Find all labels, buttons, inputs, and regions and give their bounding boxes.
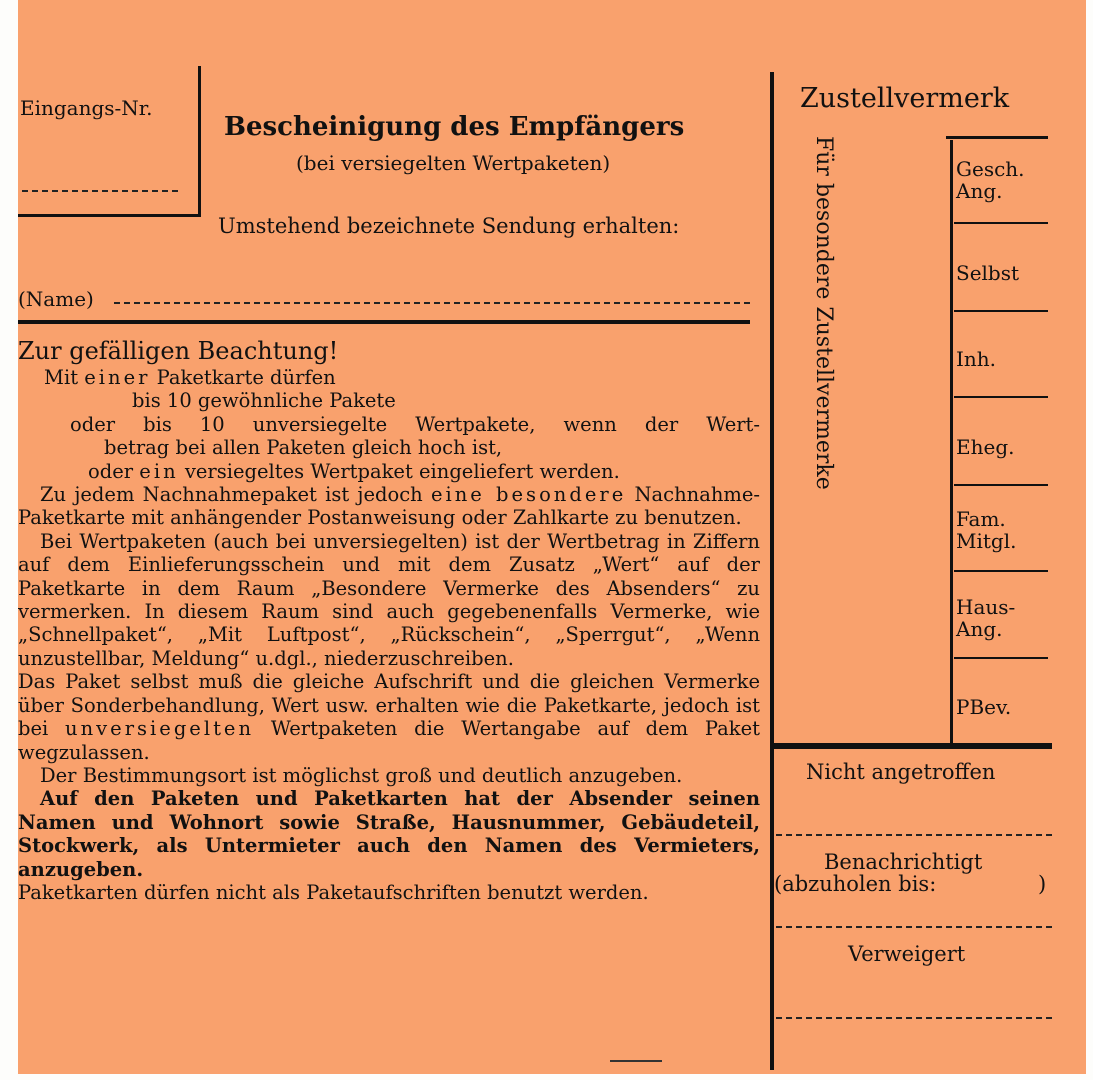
cell-divider — [954, 484, 1048, 486]
cell-inh: Inh. — [956, 347, 997, 371]
cell-eheg: Eheg. — [956, 435, 1015, 459]
cell-divider — [954, 396, 1048, 398]
grid-top-line — [946, 136, 1048, 139]
notes-line: bis 10 gewöhnliche Pakete — [132, 389, 396, 413]
cell-divider — [954, 310, 1048, 312]
notes-text: Mit — [44, 366, 85, 389]
notes-emphasis: einer — [84, 366, 151, 389]
column-divider — [770, 72, 774, 1070]
benachrichtigt: Benachrichtigt — [824, 850, 983, 874]
notes-heading: Zur gefälligen Beachtung! — [18, 337, 339, 365]
vertical-label — [802, 136, 836, 526]
cell-divider — [954, 570, 1048, 572]
cell-divider — [954, 657, 1048, 659]
notes-text: versiegeltes Wertpaket eingeliefert werden. — [178, 459, 620, 483]
notes-text: Das Paket selbst muß die gleiche Aufschrift und die gleichen Vermerke über Sonderbehandlung, Wert usw. erhalten wie die Paketkarte, jedoch ist bei — [18, 670, 760, 741]
abzuholen-close: ) — [1038, 872, 1047, 896]
cell-text: Mitgl. — [956, 529, 1017, 553]
dash-line — [776, 1017, 1052, 1019]
nicht-angetroffen: Nicht angetroffen — [806, 760, 996, 784]
notes-line: oder bis 10 unversiegelte Wertpakete, wenn der Wert- — [70, 412, 760, 436]
notes-line — [18, 366, 760, 389]
cell-text: Gesch. — [956, 157, 1025, 181]
cell-text: Haus- — [956, 595, 1016, 619]
notes-section — [18, 336, 760, 904]
abzuholen-label: (abzuholen bis: — [774, 872, 937, 896]
notes-emphasis: unversiegelten — [65, 717, 255, 741]
notes-text: Nachnahme-Paketkarte mit anhängender Postanweisung oder Zahlkarte zu benutzen. — [18, 483, 761, 530]
certificate-title: Bescheinigung des Empfängers — [224, 112, 685, 142]
name-label: (Name) — [18, 287, 94, 311]
notes-emphasis: ein — [139, 459, 179, 483]
cell-selbst: Selbst — [956, 261, 1020, 285]
dash-line — [776, 834, 1052, 836]
received-statement: Umstehend bezeichnete Sendung erhalten: — [218, 214, 680, 238]
bottom-mark — [610, 1060, 662, 1062]
notes-paragraph-bold: Auf den Paketen und Paketkarten hat der Absender seinen Namen und Wohnort sowie Straße, Hausnummer, Gebäudeteil, Stockwerk, als Untermieter auch den Namen des Vermieters, anzugeben. — [18, 787, 760, 881]
notes-text: Paketkarte dürfen — [150, 366, 336, 389]
notes-paragraph: Paketkarten dürfen nicht als Paketaufschriften benutzt werden. — [18, 880, 649, 904]
certificate-subtitle: (bei versiegelten Wertpaketen) — [296, 151, 611, 175]
side-divider-rule — [774, 743, 1052, 749]
parcel-card — [18, 0, 1086, 1074]
notes-paragraph — [18, 483, 760, 530]
notes-paragraph: Der Bestimmungsort ist möglichst groß und deutlich anzugeben. — [40, 763, 683, 787]
zustellvermerk-title: Zustellvermerk — [800, 83, 1010, 114]
eingangs-label: Eingangs-Nr. — [20, 96, 153, 120]
eingangs-dash-line — [22, 190, 178, 192]
cell-text: Fam. — [956, 507, 1006, 531]
cell-pbev: PBev. — [956, 695, 1012, 719]
verweigert: Verweigert — [848, 942, 966, 966]
cell-gesch-ang — [956, 158, 1025, 202]
notes-paragraph: Bei Wertpaketen (auch bei unversiegelten) ist der Wertbetrag in Ziffern auf dem Einlieferungsschein und mit dem Zusatz „Wert“ auf der Paketkarte in dem Raum „Besondere Vermerke des Absenders“ zu vermerken. In diesem Raum sind auch gegebenenfalls Vermerke, wie „Schnellpaket“, „Mit Luftpost“, „Rückschein“, „Sperrgut“, „Wenn unzustellbar, Meldung“ u.dgl., niederzuschreiben. — [18, 529, 760, 670]
cell-text: Ang. — [956, 179, 1003, 203]
notes-text: Zu jedem Nachnahmepaket ist jedoch — [40, 483, 431, 507]
notes-text: oder — [88, 459, 140, 483]
grid-vertical-line — [950, 140, 953, 744]
notes-emphasis: eine besondere — [430, 483, 627, 507]
name-field-line — [114, 302, 750, 304]
eingangs-box — [18, 66, 201, 217]
notes-line: betrag bei allen Paketen gleich hoch ist, — [104, 436, 503, 460]
dash-line — [776, 926, 1052, 928]
notes-paragraph — [18, 670, 760, 764]
cell-haus-ang — [956, 596, 1015, 640]
vertical-label-text: Für besondere Zustellvermerke — [811, 136, 836, 490]
cell-text: Ang. — [956, 617, 1003, 641]
notes-text: Wertpaketen die Wertangabe auf dem Paket wegzulassen. — [18, 717, 760, 764]
divider-rule — [18, 320, 750, 324]
cell-fam-mitgl — [956, 508, 1016, 552]
notes-line — [18, 460, 760, 483]
cell-divider — [954, 222, 1048, 224]
